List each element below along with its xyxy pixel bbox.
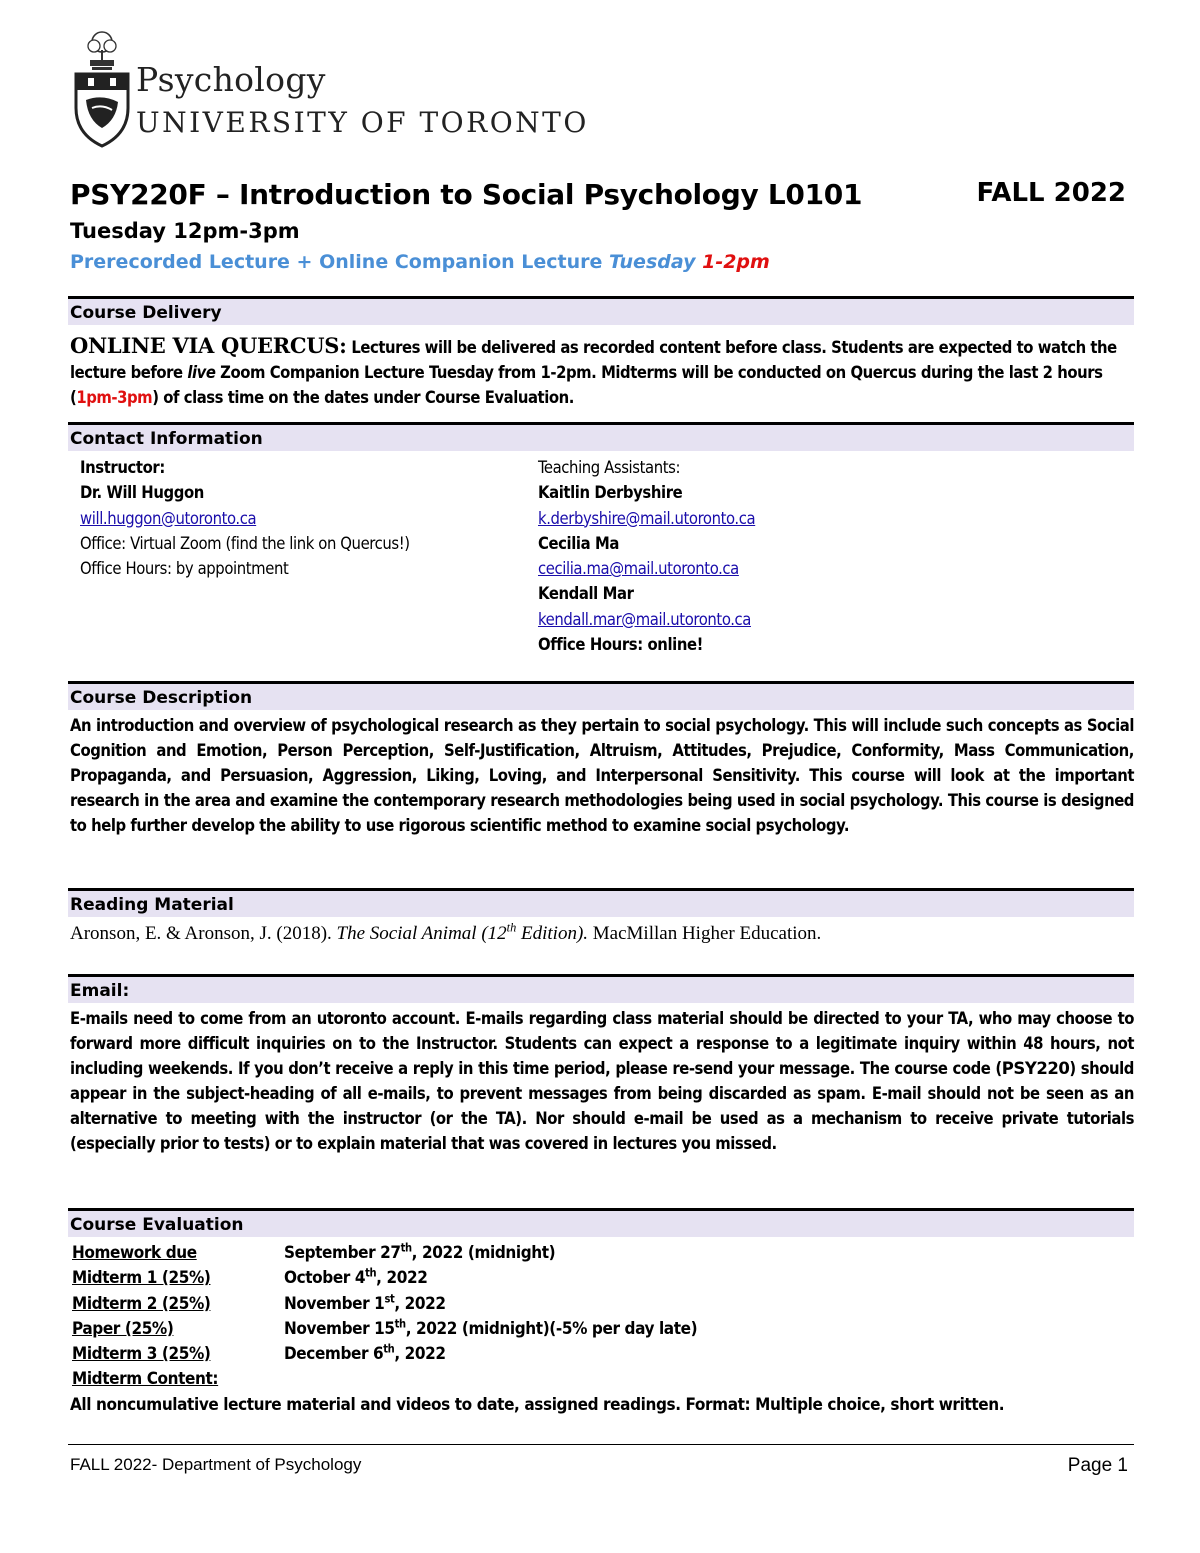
ta-email-link[interactable]: cecilia.ma@mail.utoronto.ca <box>538 559 739 579</box>
department-name: Psychology <box>136 60 326 99</box>
ta-column <box>538 455 755 657</box>
eval-date: December 6th, 2022 <box>284 1342 446 1365</box>
delivery-text-1: Lectures will be delivered as recorded content before class. Students are expected to watch the lecture before <box>70 338 1117 382</box>
delivery-lead: ONLINE VIA QUERCUS: <box>70 333 347 358</box>
eval-date: September 27th, 2022 (midnight) <box>284 1241 556 1263</box>
reading-authors: Aronson, E. & Aronson, J. (2018). <box>70 923 337 944</box>
reading-citation <box>68 921 1134 947</box>
eval-label: Midterm 2 (25%) <box>72 1293 211 1314</box>
instructor-name: Dr. Will Huggon <box>80 483 204 503</box>
instructor-label: Instructor: <box>80 458 165 477</box>
ta-name: Cecilia Ma <box>538 533 619 553</box>
description-text: An introduction and overview of psychological research as they pertain to social psychology. This will include such concepts as Social Cognition and Emotion, Person Perception, Self-Justification, Altruism, Attitudes, Prejudice, Conformity, Mass Communication, Propaganda, and Persuasion, Aggression, Liking, Loving, and Interpersonal Sensitivity. This course will look at the important research in the area and examine the contemporary research methodologies being used in social psychology. This course is designed to help further develop the ability to use rigorous scientific method to examine social psychology. <box>70 716 1134 835</box>
university-name: UNIVERSITY OF TORONTO <box>136 106 589 139</box>
lecture-time: 1-2pm <box>702 251 770 273</box>
course-title: PSY220F – Introduction to Social Psychology L0101 <box>70 178 863 211</box>
instructor-email-link[interactable]: will.huggon@utoronto.ca <box>80 508 257 528</box>
eval-label: Paper (25%) <box>72 1318 174 1339</box>
eval-label: Homework due <box>72 1243 197 1263</box>
reading-publisher: MacMillan Higher Education. <box>588 923 822 944</box>
section-contact-information <box>68 422 1134 660</box>
section-reading-material <box>68 888 1134 947</box>
delivery-text-3: ) of class time on the dates under Course Evaluation. <box>152 388 574 407</box>
table-row <box>70 1292 1134 1317</box>
section-heading: Course Description <box>68 681 1134 710</box>
ta-email-link[interactable]: k.derbyshire@mail.utoronto.ca <box>538 508 756 528</box>
section-heading: Contact Information <box>68 422 1134 451</box>
table-row <box>70 1241 1134 1266</box>
instructor-office-hours: Office Hours: by appointment <box>80 559 289 579</box>
ta-name: Kendall Mar <box>538 584 634 604</box>
lecture-format <box>70 251 770 273</box>
delivery-text-2: Zoom Companion Lecture Tuesday from 1-2pm. Midterms will be conducted on Quercus during the last 2 hours ( <box>70 363 1103 407</box>
table-row <box>70 1367 1134 1392</box>
course-term: FALL 2022 <box>976 178 1126 208</box>
footer-department: FALL 2022- Department of Psychology <box>70 1455 362 1474</box>
delivery-live: live <box>187 363 216 382</box>
midterm-content-label: Midterm Content: <box>72 1369 219 1390</box>
title-row <box>70 178 1126 218</box>
course-schedule: Tuesday 12pm-3pm <box>70 219 300 243</box>
ta-office-hours: Office Hours: online! <box>538 635 704 655</box>
crest-icon <box>72 28 132 150</box>
footer-page-number: Page 1 <box>1067 1455 1128 1476</box>
eval-date: November 1st, 2022 <box>284 1291 446 1314</box>
table-row <box>70 1317 1134 1342</box>
section-heading: Email: <box>68 974 1134 1003</box>
ta-name: Kaitlin Derbyshire <box>538 483 683 503</box>
midterm-content-text: All noncumulative lecture material and videos to date, assigned readings. Format: Multiple choice, short written. <box>70 1394 1005 1415</box>
lecture-prefix: Prerecorded Lecture + Online Companion Lecture <box>70 251 610 273</box>
eval-date: November 15th, 2022 (midnight)(-5% per day late) <box>284 1317 698 1339</box>
table-row <box>70 1266 1134 1291</box>
delivery-hours: 1pm-3pm <box>76 388 153 407</box>
table-row <box>70 1342 1134 1367</box>
instructor-column <box>80 455 410 581</box>
reading-book-title: The Social Animal (12th Edition). <box>336 920 589 944</box>
course-code: PSY220 <box>1001 1059 1070 1078</box>
section-course-evaluation <box>68 1208 1134 1418</box>
instructor-office: Office: Virtual Zoom (find the link on Quercus!) <box>80 533 410 553</box>
section-course-description <box>68 681 1134 838</box>
university-logo <box>70 24 630 154</box>
section-heading: Reading Material <box>68 888 1134 917</box>
ta-email-link[interactable]: kendall.mar@mail.utoronto.ca <box>538 609 751 629</box>
ta-label: Teaching Assistants: <box>538 458 681 477</box>
delivery-text <box>68 333 1134 410</box>
section-course-delivery <box>68 296 1134 410</box>
eval-date: October 4th, 2022 <box>284 1266 428 1289</box>
eval-label: Midterm 1 (25%) <box>72 1268 211 1289</box>
evaluation-table <box>68 1241 1134 1418</box>
page-footer <box>68 1444 1134 1476</box>
contact-grid <box>68 455 1134 660</box>
email-text: E-mails need to come from an utoronto account. E-mails regarding class material should be directed to your TA, who may choose to forward more difficult inquiries on to the Instructor. Students can expect a response to a legitimate inquiry within 48 hours, not including weekends. If you don’t receive a reply in this time period, please re-send your message. The course code (PSY220) should appear in the subject-heading of all e-mails, to prevent messages from being discarded as spam. E-mail should not be seen as an alternative to meeting with the instructor (or the TA). Nor should e-mail be used as a mechanism to receive private tutorials (especially prior to tests) or to explain material that was covered in lectures you missed. <box>70 1009 1134 1153</box>
eval-label: Midterm 3 (25%) <box>72 1344 211 1365</box>
section-heading: Course Delivery <box>68 296 1134 325</box>
section-heading: Course Evaluation <box>68 1208 1134 1237</box>
lecture-day: Tuesday <box>609 251 696 273</box>
section-email <box>68 974 1134 1156</box>
